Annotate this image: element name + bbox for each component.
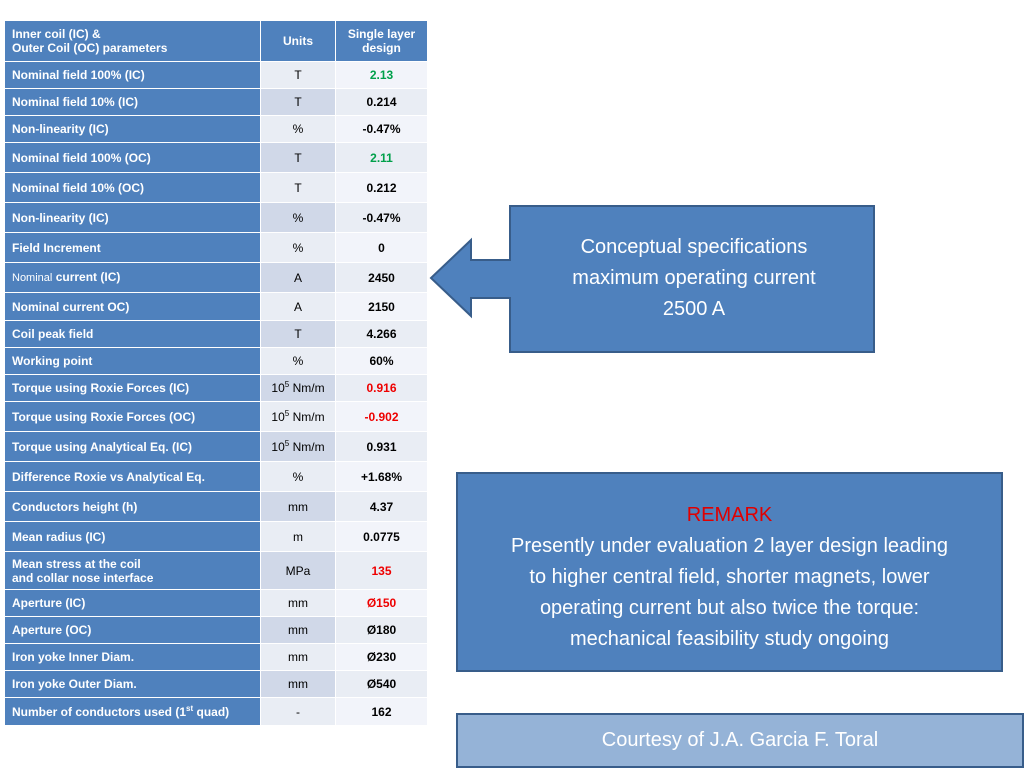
row-param-post: quad) [193,704,230,719]
row-units: % [261,462,336,492]
row-units: MPa [261,552,336,590]
units-exponent: 5 [284,408,290,418]
header-design-line2: design [362,41,401,55]
row-param: Aperture (IC) [5,590,261,617]
remark-line1: Presently under evaluation 2 layer design leading [511,535,948,557]
row-param-small: Nominal [12,272,53,284]
table-row [5,233,428,263]
row-units: mm [261,492,336,522]
row-param: Nominal field 10% (IC) [5,89,261,116]
table-row [5,293,428,321]
table-row [5,89,428,116]
table-row [5,590,428,617]
row-value: +1.68% [336,462,428,492]
row-value: Ø230 [336,644,428,671]
table-header-row [5,21,428,62]
row-units [261,402,336,432]
row-value: 0.214 [336,89,428,116]
row-value: 135 [336,552,428,590]
row-value: 2.13 [336,62,428,89]
row-param [5,552,261,590]
header-design-line1: Single layer [347,27,416,41]
row-units [261,432,336,462]
row-param: Iron yoke Inner Diam. [5,644,261,671]
row-value: 162 [336,698,428,726]
row-units: mm [261,644,336,671]
row-units: mm [261,590,336,617]
row-param: Torque using Roxie Forces (OC) [5,402,261,432]
row-units: m [261,522,336,552]
row-param: Mean radius (IC) [5,522,261,552]
row-value: 60% [336,348,428,375]
row-param-line2: and collar nose interface [12,570,154,585]
row-units: mm [261,671,336,698]
header-single-layer-design [336,21,428,62]
row-value: -0.902 [336,402,428,432]
row-value: 0.212 [336,173,428,203]
callout-line3: 2500 A [662,298,726,320]
row-value: 2450 [336,263,428,293]
parameters-table [4,20,428,726]
table-row [5,116,428,143]
table-row [5,173,428,203]
row-param-line1: Mean stress at the coil [12,556,141,571]
table-row [5,402,428,432]
row-units: mm [261,617,336,644]
units-rest: Nm/m [289,439,325,454]
row-param: Working point [5,348,261,375]
courtesy-box: Courtesy of J.A. Garcia F. Toral [456,713,1024,768]
row-param: Non-linearity (IC) [5,116,261,143]
row-units: A [261,293,336,321]
row-units [261,375,336,402]
row-value: 0.916 [336,375,428,402]
units-exponent: 5 [284,438,290,448]
row-param [5,263,261,293]
row-units: T [261,89,336,116]
row-value: -0.47% [336,116,428,143]
units-rest: Nm/m [289,381,325,395]
row-units: T [261,143,336,173]
row-param: Field Increment [5,233,261,263]
row-value: 0 [336,233,428,263]
callout-text [514,232,874,325]
row-param: Nominal field 10% (OC) [5,173,261,203]
row-units: T [261,173,336,203]
row-value: 0.931 [336,432,428,462]
table-row [5,644,428,671]
remark-line2: to higher central field, shorter magnets, lower [529,566,930,588]
row-param: Aperture (OC) [5,617,261,644]
units-exponent: 5 [284,380,290,389]
row-param: Iron yoke Outer Diam. [5,671,261,698]
row-value: 0.0775 [336,522,428,552]
row-value: 4.266 [336,321,428,348]
row-param: Coil peak field [5,321,261,348]
table-row [5,617,428,644]
table-row [5,375,428,402]
table-row [5,143,428,173]
table-row [5,492,428,522]
row-value: 2.11 [336,143,428,173]
table-row [5,348,428,375]
row-value: Ø150 [336,590,428,617]
row-units: A [261,263,336,293]
header-parameters [5,21,261,62]
row-param-rest: current (IC) [52,270,121,284]
row-value: -0.47% [336,203,428,233]
table-row [5,62,428,89]
table-row [5,698,428,726]
row-param: Non-linearity (IC) [5,203,261,233]
row-units: T [261,62,336,89]
row-param: Torque using Analytical Eq. (IC) [5,432,261,462]
units-base: 10 [271,439,285,454]
row-value: Ø180 [336,617,428,644]
header-param-line1: Inner coil (IC) & [12,27,101,41]
row-param [5,698,261,726]
table-row [5,321,428,348]
callout-line2: maximum operating current [572,267,816,289]
row-param: Difference Roxie vs Analytical Eq. [5,462,261,492]
row-param-sup: st [186,703,194,713]
header-units: Units [261,21,336,62]
table-row [5,671,428,698]
table-row [5,263,428,293]
row-param: Nominal field 100% (IC) [5,62,261,89]
row-value: 4.37 [336,492,428,522]
row-units: % [261,203,336,233]
table-row [5,462,428,492]
table-row [5,432,428,462]
table-row [5,522,428,552]
units-rest: Nm/m [289,409,325,424]
row-param: Torque using Roxie Forces (IC) [5,375,261,402]
row-units: % [261,233,336,263]
remark-line3: operating current but also twice the torque: [539,597,920,619]
units-base: 10 [271,409,285,424]
header-param-line2: Outer Coil (OC) parameters [12,41,168,55]
table-row [5,203,428,233]
row-units: - [261,698,336,726]
row-param: Nominal field 100% (OC) [5,143,261,173]
remark-box [456,472,1003,672]
row-param: Nominal current OC) [5,293,261,321]
row-value: Ø540 [336,671,428,698]
row-param-pre: Number of conductors used (1 [12,704,187,719]
remark-line4: mechanical feasibility study ongoing [569,628,890,650]
row-units: % [261,348,336,375]
row-value: 2150 [336,293,428,321]
row-units: % [261,116,336,143]
callout-line1: Conceptual specifications [580,236,808,258]
units-base: 10 [271,381,285,395]
table-row [5,552,428,590]
row-param: Conductors height (h) [5,492,261,522]
row-units: T [261,321,336,348]
remark-title: REMARK [686,504,773,526]
